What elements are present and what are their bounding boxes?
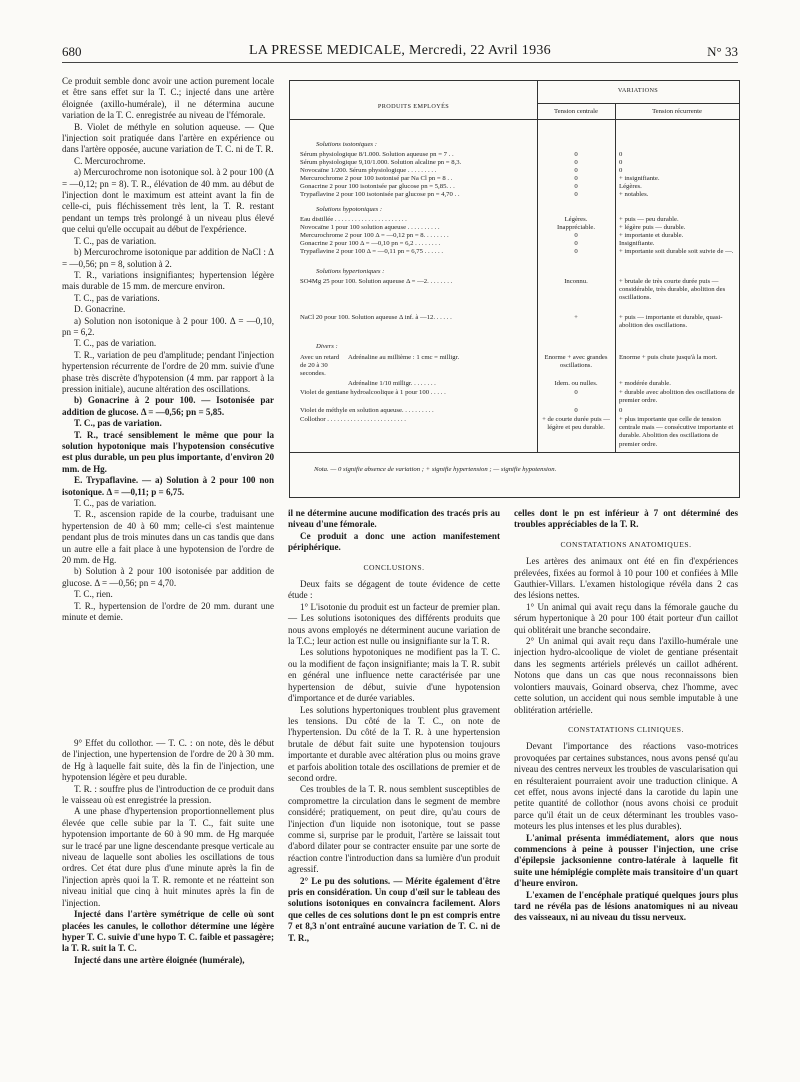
table-cell: + de courte durée puis — légère et peu durable. xyxy=(542,416,610,432)
section-title: Solutions hypotoniques : xyxy=(316,206,383,213)
table-cell: Insignifiante. xyxy=(619,240,655,247)
issue-number: N° 33 xyxy=(707,44,738,59)
table-cell: + puis — importante et durable, quasi-abolition des oscillations. xyxy=(619,314,723,330)
table-cell: + brutale de très courte durée puis — considérable, très durable, abolition des oscillations. xyxy=(619,278,726,302)
table-cell: + insignifiante. xyxy=(619,175,660,182)
table-cell: 0 xyxy=(574,175,578,182)
table-cell: Enorme + puis chute jusqu'à la mort. xyxy=(619,354,718,361)
paragraph: Devant l'importance des réactions vaso-motrices provoquées par certaines substances, nous avons pensé qu'au niveau des centres nerveux les troubles de vascularisation qui en résulteraient pourraient avoir une traduction clinique. A cet effet, nous avons injecté dans la carotide du lapin une petite quantité de collothor (nous avons choisi ce produit parce qu'il était un de ceux déterminant les troubles vaso-moteurs les plus intenses et les plus durables). xyxy=(514,741,738,832)
table-cell: 0 xyxy=(574,167,578,174)
table-cell: Avec un retard de 20 à 30 secondes. xyxy=(300,354,340,378)
paragraph: 1° L'isotonie du produit est un facteur de premier plan. — Les solutions isotoniques des différents produits que nous avons employés ne déterminent aucune variation de la T.C.; leur action est nulle ou insignifiante sur la T. R. xyxy=(288,601,500,647)
paragraph: T. C., rien. xyxy=(74,589,113,600)
paragraph: T. C., pas de variations. xyxy=(74,292,160,303)
paragraph: T. R., hypertension de l'ordre de 20 mm. durant une minute et demie. xyxy=(62,600,274,623)
table-cell: Novocaïne 1/200. Sérum physiologique . . . . . . . . . xyxy=(300,167,437,174)
table-cell: 0 xyxy=(574,248,578,255)
table-cell: Novocaïne 1 pour 100 solution aqueuse . . . . . . . . . . xyxy=(300,224,440,231)
paragraph: Les solutions hypertoniques troublent plus gravement les tensions. Du côté de la T. C., on note de l'hypertension. Du côté de la T. R. à une hypertension brutale de début fait suite une hypotension toujours importante et durable avec altération plus ou moins grave et parfois abolition totale des oscillations de premier et de second ordre. xyxy=(288,704,500,783)
paragraph: B. Violet de méthyle en solution aqueuse. — Que l'injection soit pratiquée dans l'artère en expérience ou dans l'artère opposée, aucune variation de T. C. ni de T. R. xyxy=(62,121,274,155)
table-cell: Violet de gentiane hydroalcoolique à 1 pour 100 . . . . . xyxy=(300,389,446,396)
table-cell: 0 xyxy=(574,191,578,198)
table-cell: Légères. xyxy=(564,216,588,223)
table-cell: Adrénaline 1/10 milligr. . . . . . . . xyxy=(348,380,436,387)
section-title: Solutions isotoniques : xyxy=(316,141,377,148)
paragraph: Les solutions hypotoniques ne modifient pas la T. C. ou la modifient de façon insignifiante; mais la T. R. subit en général une influence nette caractérisée par une hypertension de début, suivie d'une hypotension d'importance et de durée variables. xyxy=(288,647,500,704)
table-cell: 0 xyxy=(574,151,578,158)
table-cell: 0 xyxy=(574,389,578,396)
table-cell: 0 xyxy=(619,407,623,414)
table-cell: Enorme + avec grandes oscillations. xyxy=(544,354,608,370)
table-cell: + xyxy=(574,314,578,321)
paragraph: T. C., pas de variation. xyxy=(74,338,157,349)
table-cell: + légère puis — durable. xyxy=(619,224,686,231)
paragraph: L'animal présenta immédiatement, alors que nous commencions à peine à pousser l'injection, une crise d'épilepsie jacksonienne contro-latérale à laquelle fit suite une hémiplégie complète mais transitoire d'un quart d'heure environ. xyxy=(514,832,738,889)
table-cell: Gonacrine 2 pour 100 Δ = —0,10 pn = 6,2 . . . . . . . . xyxy=(300,240,441,247)
table-cell: Mercurochrome 2 pour 100 Δ = —0,12 pn = 8. . . . . . . . xyxy=(300,232,449,239)
section-title: Divers : xyxy=(316,343,338,350)
table-cell: 0 xyxy=(619,151,623,158)
paragraph: 1° Un animal qui avait reçu dans la fémorale gauche du sérum hypertonique à 20 pour 100 était porteur d'un caillot qui oblitérait une branche secondaire. xyxy=(514,601,738,635)
results-table xyxy=(289,80,740,498)
header-recurrent: Tension récurrente xyxy=(652,108,702,115)
header-variations: VARIATIONS xyxy=(617,87,659,94)
table-cell: Eau distillée . . . . . . . . . . . . . . . . . . . . . . xyxy=(300,216,407,223)
column-left-lower xyxy=(62,738,274,966)
paragraph: T. R., variations insignifiantes; hypertension légère mais durable de 15 mm. de mercure environ. xyxy=(62,269,274,292)
paragraph: b) Gonacrine à 2 pour 100. — Isotonisée par addition de glucose. Δ = —0,56; pn = 5,85. xyxy=(62,395,274,417)
table-cell: 0 xyxy=(574,232,578,239)
table-cell: + modérée durable. xyxy=(619,380,671,387)
table-cell: + puis — peu durable. xyxy=(619,216,679,223)
paragraph: il ne détermine aucune modification des tracés pris au niveau d'une fémorale. xyxy=(288,508,500,530)
paragraph: D. Gonacrine. xyxy=(74,304,126,315)
paragraph: T. R., variation de peu d'amplitude; pendant l'injection hypertension récurrente de l'ordre de 20 mm. suivie d'une phase très discrète d'hypotension (4 mm. par rapport à la pression initiale), aucune altération des oscillations. xyxy=(62,349,274,394)
header-products: PRODUITS EMPLOYÉS xyxy=(377,103,450,110)
paragraph: celles dont le pn est inférieur à 7 ont déterminé des troubles appréciables de la T. R. xyxy=(514,508,738,530)
column-middle xyxy=(288,508,500,944)
table-cell: 0 xyxy=(574,183,578,190)
table-cell: + importante et durable. xyxy=(619,232,684,239)
paragraph: Ces troubles de la T. R. nous semblent susceptibles de compromettre la circulation dans le segment de membre considéré; pratiquement, on peut dire, qu'au cours de l'injection d'un liquide non isotonique, tout se passe comme si, surprise par le produit, l'artère se laissait tout d'abord dilater pour se contracter ensuite par une sorte de réaction contre l'introduction dans sa lumière d'un produit agressif. xyxy=(288,784,500,875)
column-right xyxy=(514,508,738,924)
paragraph: Injecté dans l'artère symétrique de celle où sont placées les canules, le collothor détermine une légère hyper T. C. suivie d'une hypo T. C. faible et passagère; la T. R. suit la T. C. xyxy=(62,909,274,954)
table-cell: Violet de méthyle en solution aqueuse. . . . . . . . . . xyxy=(300,407,434,414)
table-cell: Trypaflavine 2 pour 100 isotonisée par glucose pn = 4,70 . . xyxy=(300,191,460,198)
table-cell: SO4Mg 25 pour 100. Solution aqueuse Δ = —2. . . . . . . . xyxy=(300,278,453,285)
table-divider xyxy=(615,103,616,453)
paragraph: 2° Un animal qui avait reçu dans l'axillo-humérale une injection hydro-alcoolique de violet de gentiane présentait dans les segments artériels prélevés un caillot adhérent. Notons que dans un cas que nous reconnaissons bien volontiers mauvais, Goinard observa, chez l'homme, avec cette solution, un accident qui nous semble imputable à une oblitération artérielle. xyxy=(514,636,738,715)
table-cell: Mercurochrome 2 pour 100 isotonisé par Na Cl pn = 8 . . xyxy=(300,175,453,182)
table-cell: Trypaflavine 2 pour 100 Δ = —0,11 pn = 6,75 . . . . . . xyxy=(300,248,444,255)
table-cell: Sérum physiologique 9,10/1.000. Solution alcaline pn = 8,3. xyxy=(300,159,462,166)
paragraph: T. R. : souffre plus de l'introduction de ce produit dans le vaisseau où est enregistrée la pression. xyxy=(62,783,274,806)
paragraph: 2° Le pu des solutions. — Mérite également d'être pris en considération. Un coup d'œil sur le tableau des solutions isotoniques en convaincra facilement. Alors que celles de ces solutions dont le pn est compris entre 7 et 8,3 n'ont entraîné aucune variation de T. C. ni de T. R., xyxy=(288,875,500,943)
table-cell: + plus importante que celle de tension centrale mais — consécutive importante et durable. Abolition des oscillations de premier ordre. xyxy=(619,416,734,448)
paragraph: Les artères des animaux ont été en fin d'expériences prélevées, fixées au formol à 10 pour 100 et confiées à Mlle Gauthier-Villars. L'examen histologique révéla dans 2 cas des lésions nettes. xyxy=(514,556,738,601)
table-cell: 0 xyxy=(574,240,578,247)
paragraph: a) Solution non isotonique à 2 pour 100. Δ = —0,10, pn = 6,2. xyxy=(62,315,274,337)
paragraph: T. C., pas de variation. xyxy=(74,498,157,509)
column-left-upper xyxy=(62,76,274,624)
table-cell: + importante soit durable soit suivie de —. xyxy=(619,248,734,255)
table-cell: Sérum physiologique 8/1.000. Solution aqueuse pn = 7 . . xyxy=(300,151,454,158)
table-cell: Inappréciable. xyxy=(556,224,596,231)
paragraph: a) Mercurochrome non isotonique sol. à 2 pour 100 (Δ = —0,12; pn = 8). T. R., élévation de 40 mm. au début de l'injection dont le maximum est atteint avant la fin de celle-ci, puis fléchissement très lent, la T. R. restant pendant un temps très prolongé à un niveau plus élevé que celui qu'elle occupait au début de l'expérience. xyxy=(62,167,274,235)
paragraph: T. R., tracé sensiblement le même que pour la solution hypotonique mais l'hypotension consécutive est plus durable, un peu plus importante, d'environ 20 mm. de Hg. xyxy=(62,429,274,474)
section-heading-conclusions: CONCLUSIONS. xyxy=(363,562,425,572)
paragraph: T. C., pas de variation. xyxy=(74,418,162,429)
section-heading-anatomical: CONSTATATIONS ANATOMIQUES. xyxy=(560,539,692,549)
section-heading-clinical: CONSTATATIONS CLINIQUES. xyxy=(568,724,684,734)
paragraph: Injecté dans une artère éloignée (humérale), xyxy=(74,954,245,965)
paragraph: Ce produit semble donc avoir une action purement locale et être sans effet sur la T. C.; injecté dans une artère éloignée (axillo-humérale), il ne détermina aucune variation de la T. C. enregistrée au niveau de l'fémorale. xyxy=(62,76,274,121)
table-cell: 0 xyxy=(619,167,623,174)
table-cell: Idem. ou nulles. xyxy=(554,380,598,387)
paragraph: C. Mercurochrome. xyxy=(74,155,146,166)
paragraph: T. C., pas de variation. xyxy=(74,235,157,246)
table-cell: + notables. xyxy=(619,191,649,198)
paragraph: b) Mercurochrome isotonique par addition de NaCl : Δ = —0,56; pn = 8, solution à 2. xyxy=(62,247,274,269)
page-number: 680 xyxy=(62,44,82,59)
table-cell: + durable avec abolition des oscillations de premier ordre. xyxy=(619,389,735,405)
paragraph: Ce produit a donc une action manifestement périphérique. xyxy=(288,530,500,553)
table-cell: NaCl 20 pour 100. Solution aqueuse Δ inf. à —12. . . . . . xyxy=(300,314,452,321)
table-cell: 0 xyxy=(619,159,623,166)
table-rule xyxy=(537,103,739,104)
section-title: Solutions hypertoniques : xyxy=(316,268,385,275)
journal-title: LA PRESSE MEDICALE, Mercredi, 22 Avril 1936 xyxy=(249,43,551,58)
table-cell: 0 xyxy=(574,407,578,414)
table-note: Nota. — 0 signifie absence de variation ; + signifie hypertension ; — signifie hypotension. xyxy=(314,466,557,473)
running-header xyxy=(62,42,738,63)
table-rule xyxy=(290,452,739,453)
table-cell: Légères. xyxy=(619,183,642,190)
paragraph: 9° Effet du collothor. — T. C. : on note, dès le début de l'injection, une hypertension de l'ordre de 20 à 30 mm. de Hg à laquelle fait suite, dès la fin de l'injection, une hypotension légère et peu durable. xyxy=(62,738,274,783)
table-cell: Collothor . . . . . . . . . . . . . . . . . . . . . . . . xyxy=(300,416,406,423)
table-cell: Adrénaline au millième : 1 cmc = milligr. xyxy=(348,354,460,361)
paragraph: T. R., ascension rapide de la courbe, traduisant une hypertension de 40 à 60 mm; celle-ci s'est maintenue pendant plus de trois minutes dans un cas tandis que dans un autre elle a fait place à une hypotension de l'ordre de 20 mm. de Hg. xyxy=(62,509,274,566)
paragraph: E. Trypaflavine. — a) Solution à 2 pour 100 non isotonique. Δ = —0,11; p = 6,75. xyxy=(62,475,274,497)
paragraph: b) Solution à 2 pour 100 isotonisée par addition de glucose. Δ = —0,56; pn = 4,70. xyxy=(62,566,274,588)
paragraph: Deux faits se dégagent de toute évidence de cette étude : xyxy=(288,579,500,601)
paragraph: L'examen de l'encéphale pratiqué quelques jours plus tard ne révéla pas de lésions anatomiques ni au niveau des vaisseaux, ni au niveau du tissu nerveux. xyxy=(514,889,738,923)
table-cell: Gonacrine 2 pour 100 isotonisée par glucose pn = 5,85. . . xyxy=(300,183,455,190)
table-cell: 0 xyxy=(574,159,578,166)
header-central: Tension centrale xyxy=(554,108,598,115)
table-cell: Inconnu. xyxy=(564,278,588,285)
table-rule xyxy=(290,119,739,120)
paragraph: A une phase d'hypertension proportionnellement plus élevée que celle subie par la T. C., fait suite une hypotension importante de 60 à 90 mm. de Hg marquée sur le tracé par une ligne descendante presque verticale au niveau de laquelle sont abolies les oscillations de tous ordres. Cet état dure plus d'une minute après la fin de l'injection après quoi la T. R. remonte et ne réatteint son niveau initial que cinq à huit minutes après la fin de l'injection. xyxy=(62,806,274,908)
